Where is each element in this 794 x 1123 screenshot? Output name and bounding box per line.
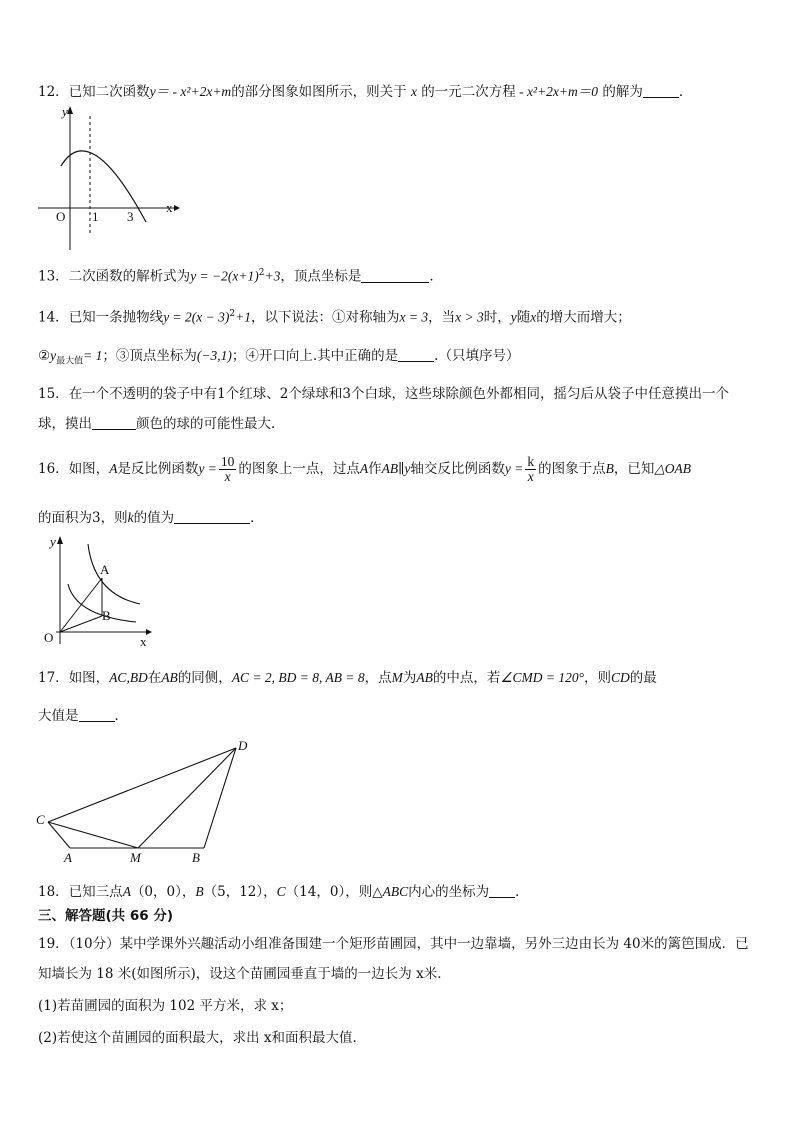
text: ． [515, 884, 529, 900]
text: 内心的坐标为 [408, 884, 490, 900]
text: 二次函数的解析式为 [68, 268, 191, 285]
text: 的部分图象如图所示，则关于 [231, 84, 407, 100]
formula: x = 3 [399, 309, 429, 325]
q19-part1 [38, 996, 292, 1016]
segment-cd: CD [611, 670, 630, 685]
text: 如图， [68, 670, 110, 686]
text: 大值是 [38, 708, 79, 724]
text: ． [429, 268, 443, 285]
formula: y = [198, 461, 217, 476]
answer-blank[interactable] [643, 83, 679, 98]
parallel-symbol: ∥ [398, 461, 405, 477]
text: 为 [402, 670, 417, 686]
text: 时， [483, 309, 511, 326]
q16-text-line1 [38, 454, 691, 484]
text: 轴交反比例函数 [410, 461, 505, 477]
text: 已知三点 [68, 884, 123, 900]
text: ，当 [428, 309, 456, 326]
point-a: A [122, 884, 131, 899]
formula: y＝ - x²+2x+m [149, 84, 232, 99]
point-m-label: M [130, 850, 141, 865]
text: ，以下说法：①对称轴为 [251, 309, 400, 326]
q12-parabola-figure [34, 104, 184, 254]
segment-dm [138, 748, 236, 848]
var-y: y [50, 348, 57, 363]
formula: AC = 2, BD = 8, AB = 8 [231, 670, 365, 685]
q16-hyperbola-figure [36, 532, 156, 650]
formula: +1 [235, 309, 251, 325]
text: ，顶点坐标是 [280, 268, 362, 285]
text: 的最 [629, 670, 657, 686]
text: ． [678, 84, 693, 100]
formula: +3 [264, 268, 281, 284]
text: .（只填序号） [434, 348, 520, 364]
question-number: 19． [38, 936, 69, 952]
text: (1)若苗圃园的面积为 102 平方米，求 x； [38, 998, 293, 1014]
numerator: k [527, 454, 535, 469]
q14-text-line2 [38, 346, 519, 372]
section-heading: 三、解答题(共 66 分) [38, 908, 174, 924]
text: （10分）某中学课外兴趣活动小组准备围建一个矩形苗圃园，其中一边靠墙，另外三边由长为 40米的篱笆围成．已 [68, 936, 749, 952]
segment-ac [48, 822, 70, 848]
point-b: B [195, 884, 204, 899]
text: 已知二次函数 [68, 84, 150, 100]
formula: y = [504, 461, 524, 476]
formula: y = −2(x+1) [190, 268, 259, 284]
text: 的图象于点 [538, 461, 606, 477]
var-x: x [410, 84, 417, 99]
text: 在一个不透明的袋子中有1个红球、2个绿球和3个白球，这些球除颜色外都相同，摇匀后从袋子中任意摸出一个 [68, 386, 729, 402]
text: ，已知 [613, 461, 655, 477]
answer-blank[interactable] [361, 268, 429, 283]
q17-text-line1 [38, 668, 657, 688]
denominator: x [527, 469, 534, 484]
text: 作 [368, 461, 382, 477]
text: 的值为 [133, 510, 175, 526]
text: 的同侧， [177, 670, 232, 686]
point-b-label: B [102, 608, 111, 623]
formula: ∠CMD = 120° [500, 670, 585, 685]
text: ，则 [584, 670, 612, 686]
text: ；④开口向上.其中正确的是 [231, 348, 399, 364]
q13-text [38, 263, 443, 287]
segment-ab: AB [161, 670, 178, 685]
text: （14，0），则△ [285, 884, 383, 900]
point-c: C [276, 884, 286, 899]
exponent: 2 [258, 268, 265, 278]
question-number: 18． [38, 884, 69, 900]
text: 的解为 [602, 84, 643, 100]
q14-text-line1 [38, 304, 631, 328]
text: ② [38, 348, 51, 364]
x-label: x [140, 634, 147, 649]
text: （0，0）， [130, 884, 196, 900]
y-label: y [50, 534, 56, 549]
exponent: 2 [229, 309, 236, 319]
formula: (−3,1) [196, 348, 232, 363]
text: 随 [516, 309, 531, 326]
text: 已知一条抛物线 [68, 309, 164, 326]
text: 如图， [68, 461, 110, 477]
text: （5，12）， [203, 884, 277, 900]
triangle: △OAB [654, 461, 692, 476]
text: 的增大而增大； [536, 309, 631, 326]
curve-y-10-over-x [88, 544, 140, 604]
y-axis-arrow-icon [67, 106, 73, 114]
formula: x > 3 [455, 309, 484, 325]
text: 的面积为3，则 [38, 510, 128, 526]
q17-geometry-figure [32, 734, 262, 868]
equation: - x²+2x+m＝0 [515, 84, 599, 99]
y-axis-arrow-icon [57, 536, 63, 544]
point-a-label: A [100, 562, 110, 577]
y-label: y [62, 104, 68, 119]
q15-text-line2 [38, 414, 275, 434]
text: 在 [147, 670, 162, 686]
segment-ab: AB [381, 461, 399, 476]
question-number: 13． [38, 268, 69, 285]
text: 颜色的球的可能性最大. [136, 416, 276, 432]
tick-1-label: 1 [92, 209, 99, 224]
tick-3-label: 3 [127, 209, 134, 224]
point-a: A [359, 461, 369, 476]
text: 的图象上一点，过点 [238, 461, 360, 477]
var-k: k [127, 510, 134, 525]
subscript: 最大值 [56, 356, 84, 367]
segment-ab: AB [416, 670, 433, 685]
question-number: 17． [38, 670, 69, 686]
text: ． [114, 708, 128, 724]
q12-text [38, 82, 692, 102]
x-label: x [166, 200, 173, 215]
text: 球，摸出 [38, 416, 92, 432]
x-axis-arrow-icon [174, 205, 180, 211]
point-m: M [391, 670, 403, 685]
text: (2)若使这个苗圃园的面积最大，求出 x和面积最大值. [38, 1030, 357, 1046]
q18-text [38, 882, 529, 902]
fraction [219, 455, 237, 484]
text: ，点 [364, 670, 392, 686]
numerator: 10 [220, 454, 235, 469]
formula: = 1 [83, 348, 103, 363]
formula: y = 2(x − 3) [163, 309, 230, 325]
point-a-label: A [64, 850, 72, 865]
question-number: 12． [38, 84, 69, 100]
text: 的中点，若 [432, 670, 501, 686]
question-number: 15． [38, 386, 69, 402]
q16-text-line2 [38, 508, 264, 528]
q19-text-line2 [38, 964, 451, 984]
point-b: B [605, 461, 614, 476]
q19-part2 [38, 1028, 357, 1048]
question-number: 14． [38, 309, 69, 326]
text: ． [250, 510, 264, 526]
denominator: x [224, 469, 231, 484]
origin-label: O [44, 630, 54, 645]
x-axis-arrow-icon [146, 629, 152, 635]
answer-blank[interactable] [174, 509, 250, 524]
answer-blank[interactable] [398, 347, 434, 362]
answer-blank[interactable] [92, 415, 136, 430]
fraction [525, 455, 536, 484]
var-y: y [404, 461, 411, 476]
q17-text-line2 [38, 706, 128, 726]
var-y: y [510, 309, 517, 325]
text: ；③顶点坐标为 [102, 348, 197, 364]
point-d-label: D [238, 738, 248, 753]
segments: AC,BD [109, 670, 148, 685]
segment-cd [48, 748, 236, 822]
text: 是反比例函数 [117, 461, 199, 477]
answer-blank[interactable] [489, 883, 515, 898]
segment-cm [48, 822, 138, 848]
point-b-label: B [192, 850, 200, 865]
origin-label: O [56, 209, 66, 224]
point-a: A [109, 461, 118, 476]
segment-bd [204, 748, 236, 848]
question-number: 16． [38, 461, 69, 477]
point-c-label: C [36, 812, 45, 827]
answer-blank[interactable] [79, 707, 115, 722]
text: 知墙长为 18 米(如图所示)，设这个苗圃园垂直于墙的一边长为 x米． [38, 966, 451, 982]
var-x: x [530, 309, 537, 325]
q15-text-line1 [38, 384, 729, 404]
q19-text-line1 [38, 934, 749, 954]
triangle: ABC [382, 884, 409, 899]
text: 的一元二次方程 [421, 84, 516, 100]
